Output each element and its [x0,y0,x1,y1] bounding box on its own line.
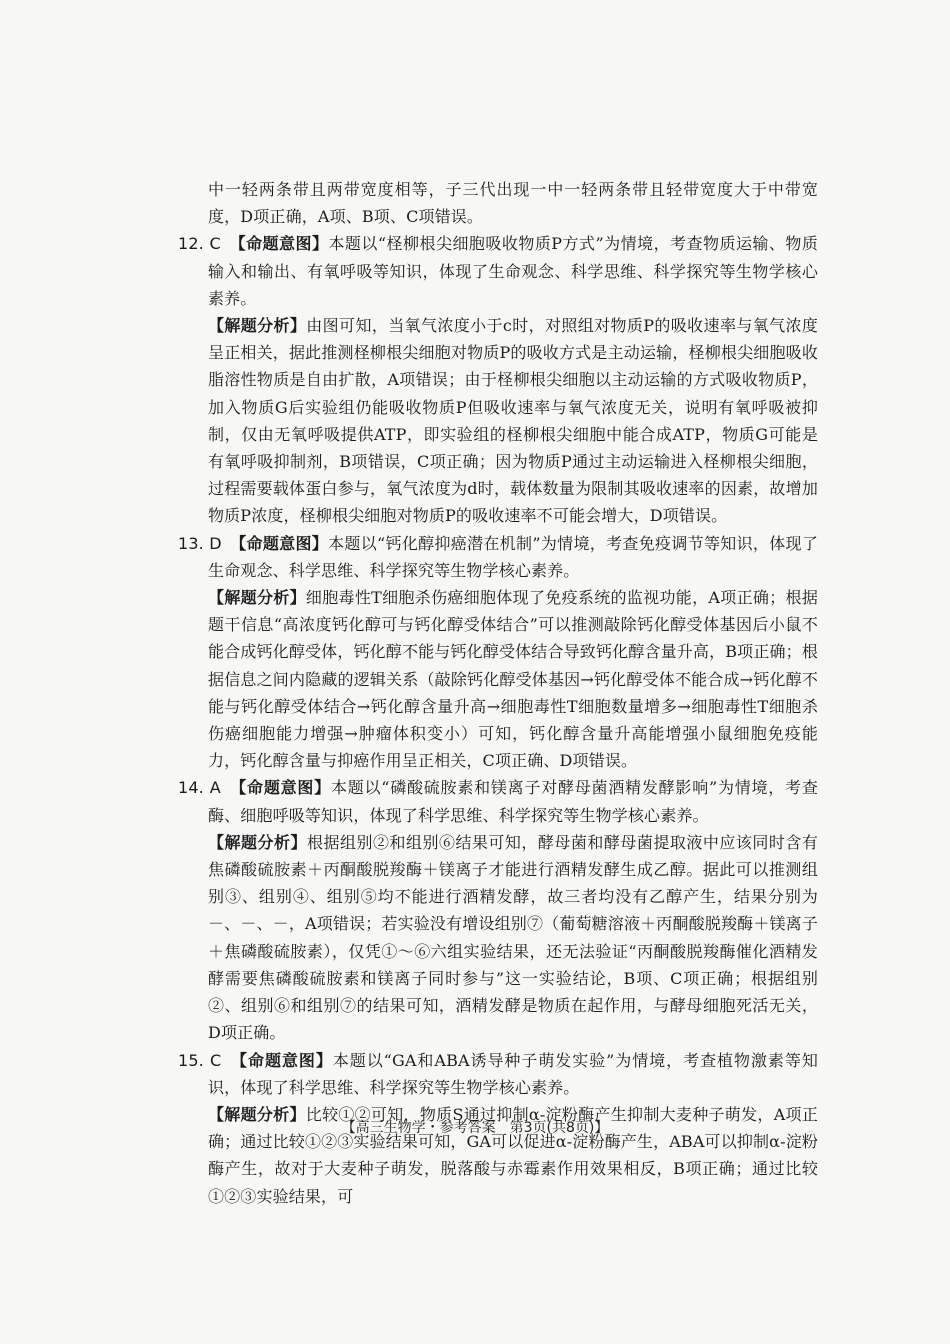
question-13 [178,530,818,775]
analysis-text: 由图可知，当氧气浓度小于c时，对照组对物质P的吸收速率与氧气浓度呈正相关，据此推测柽柳根尖细胞对物质P的吸收方式是主动运输，柽柳根尖细胞吸收脂溶性物质是自由扩散，A项错误；由于柽柳根尖细胞以主动运输的方式吸收物质P，加入物质G后实验组仍能吸收物质P但吸收速率与氧气浓度无关，说明有氧呼吸被抑制，仅由无氧呼吸提供ATP，即实验组的柽柳根尖细胞中能合成ATP，物质G可能是有氧呼吸抑制剂，B项错误，C项正确；因为物质P通过主动运输进入柽柳根尖细胞，过程需要载体蛋白参与，氧气浓度为d时，载体数量为限制其吸收速率的因素，故增加物质P浓度，柽柳根尖细胞对物质P的吸收速率不可能会增大，D项错误。 [208,316,818,526]
intro-paragraph: 中一轻两条带且两带宽度相等，子三代出现一中一轻两条带且轻带宽度大于中带宽度，D项正确，A项、B项、C项错误。 [208,180,818,227]
intent-tag: 【命题意图】 [239,1050,333,1070]
question-number: 15. C [178,1050,222,1070]
question-number: 13. D [178,533,222,553]
analysis-text: 细胞毒性T细胞杀伤癌细胞体现了免疫系统的监视功能，A项正确；根据题干信息“高浓度钙化醇可与钙化醇受体结合”可以推测敲除钙化醇受体基因后小鼠不能合成钙化醇受体，钙化醇不能与钙化醇受体结合导致钙化醇含量升高，B项正确；根据信息之间内隐藏的逻辑关系（敲除钙化醇受体基因→钙化醇受体不能合成→钙化醇不能与钙化醇受体结合→钙化醇含量升高→细胞毒性T细胞数量增多→细胞毒性T细胞杀伤癌细胞能力增强→肿瘤体积变小）可知，钙化醇含量升高能增强小鼠细胞免疫能力，钙化醇含量与抑癌作用呈正相关，C项正确、D项错误。 [208,588,818,771]
question-14 [178,774,818,1046]
question-12 [178,230,818,529]
intent-text: 本题以“GA和ABA诱导种子萌发实验”为情境，考查植物激素等知识，体现了科学思维、科学探究等生物学核心素养。 [208,1050,818,1097]
intent-text: 本题以“钙化醇抑癌潜在机制”为情境，考查免疫调节等知识，体现了生命观念、科学思维、科学探究等生物学核心素养。 [208,533,818,580]
intent-text: 本题以“磷酸硫胺素和镁离子对酵母菌酒精发酵影响”为情境，考查酶、细胞呼吸等知识，体现了科学思维、科学探究等生物学核心素养。 [208,778,818,825]
scan-dot: .. [808,1125,814,1135]
intent-tag: 【命题意图】 [238,778,331,798]
intent-tag: 【命题意图】 [238,533,329,553]
analysis-tag: 【解题分析】 [208,588,306,608]
page-footer: 【高三生物学・参考答案 第3页(共8页)】 [341,1120,609,1136]
question-number: 12. C [178,234,221,254]
intent-text: 本题以“柽柳根尖细胞吸收物质P方式”为情境，考查物质运输、物质输入和输出、有氧呼吸等知识，体现了生命观念、科学思维、科学探究等生物学核心素养。 [208,234,819,308]
answer-content [178,176,818,1210]
analysis-text: 比较①②可知，物质S通过抑制α-淀粉酶产生抑制大麦种子萌发，A项正确；通过比较①②③实验结果可知，GA可以促进α-淀粉酶产生，ABA可以抑制α-淀粉酶产生，故对于大麦种子萌发，脱落酸与赤霉素作用效果相反，B项正确；通过比较①②③实验结果，可 [208,1104,818,1206]
analysis-tag: 【解题分析】 [208,832,307,852]
intent-tag: 【命题意图】 [237,234,329,254]
question-number: 14. A [178,778,221,798]
analysis-text: 根据组别②和组别⑥结果可知，酵母菌和酵母菌提取液中应该同时含有焦磷酸硫胺素＋丙酮酸脱羧酶＋镁离子才能进行酒精发酵生成乙醇。据此可以推测组别③、组别④、组别⑤均不能进行酒精发酵，故三者均没有乙醇产生，结果分别为－、－、－，A项错误；若实验没有增设组别⑦（葡萄糖溶液＋丙酮酸脱羧酶＋镁离子＋焦磷酸硫胺素），仅凭①～⑥六组实验结果，还无法验证“丙酮酸脱羧酶催化酒精发酵需要焦磷酸硫胺素和镁离子同时参与”这一实验结论，B项、C项正确；根据组别②、组别⑥和组别⑦的结果可知，酒精发酵是物质在起作用，与酵母细胞死活无关，D项正确。 [208,832,818,1043]
analysis-tag: 【解题分析】 [208,1104,306,1124]
analysis-tag: 【解题分析】 [208,316,307,336]
